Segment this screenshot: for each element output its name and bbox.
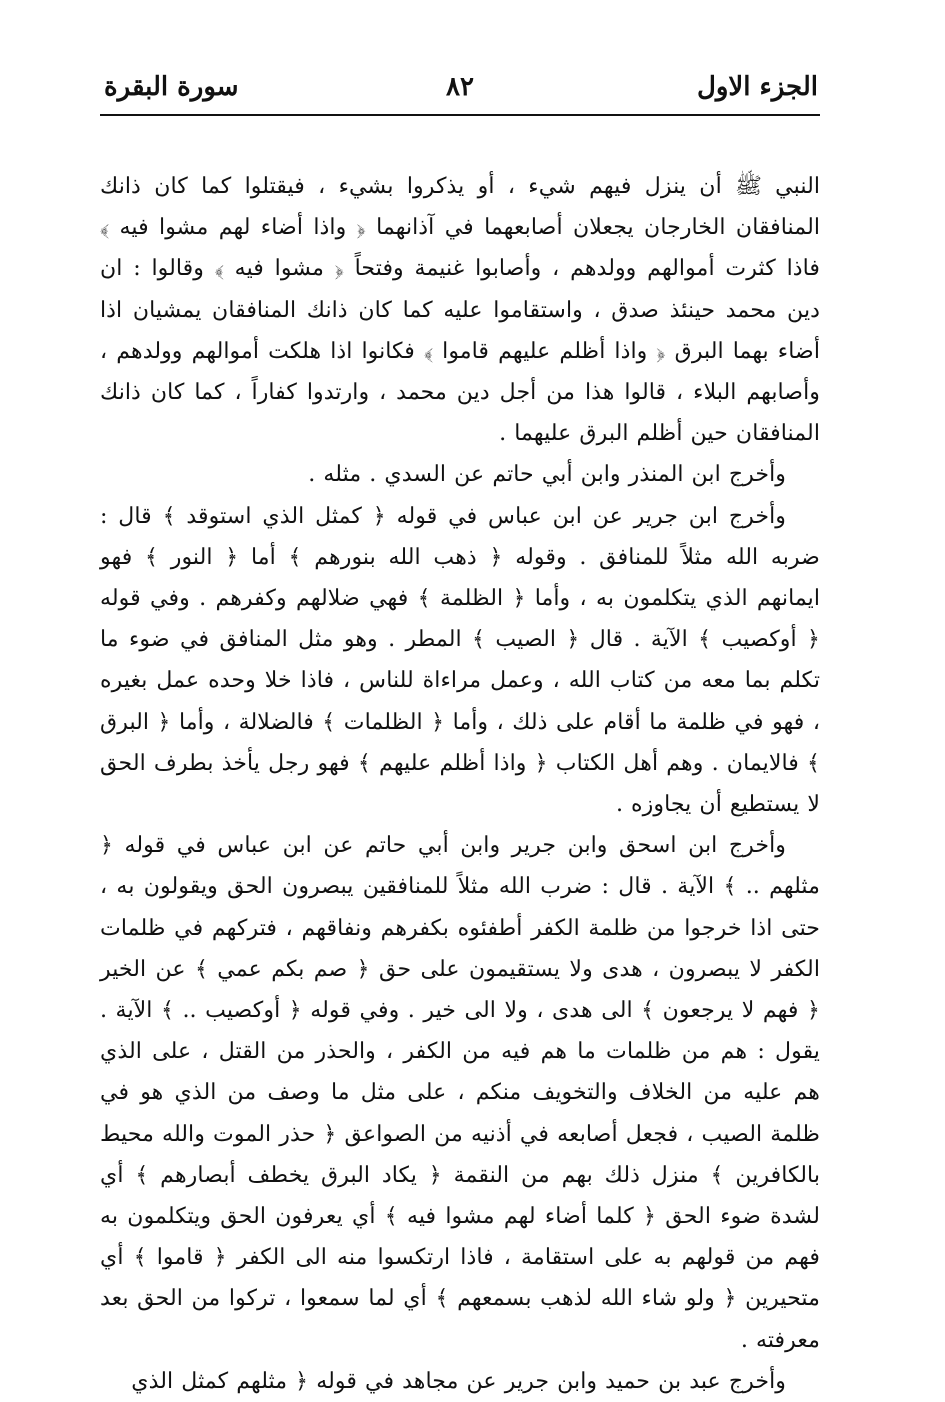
page-number: ٨٢	[446, 72, 474, 102]
page-header	[100, 64, 820, 116]
page-body	[100, 166, 820, 1402]
paragraph: وأخرج ابن المنذر وابن أبي حاتم عن السدي . مثله .	[308, 461, 786, 488]
paragraph: وأخرج عبد بن حميد وابن جرير عن مجاهد في قوله ﴿ مثلهم كمثل الذي	[131, 1367, 786, 1394]
paragraph: وأخرج ابن اسحق وابن جرير وابن أبي حاتم عن ابن عباس في قوله ﴿ مثلهم .. ﴾ الآية . قال : ضرب الله مثلاً للمنافقين يبصرون الحق ويقولون به ، حتى اذا خرجوا من ظلمة الكفر أطفئوه بكفرهم ونفاقهم ، فتركهم في ظلمات الكفر لا يبصرون ، هدى ولا يستقيمون على حق ﴿ صم بكم عمي ﴾ عن الخير ﴿ فهم لا يرجعون ﴾ الى هدى ، ولا الى خير . وفي قوله ﴿ أوكصيب .. ﴾ الآية . يقول : هم من ظلمات ما هم فيه من الكفر ، والحذر من القتل ، على الذي هم عليه من الخلاف والتخويف منكم ، على مثل ما وصف من الذي هو في ظلمة الصيب ، فجعل أصابعه في أذنيه من الصواعق ﴿ حذر الموت والله محيط بالكافرين ﴾ منزل ذلك بهم من النقمة ﴿ يكاد البرق يخطف أبصارهم ﴾ أي لشدة ضوء الحق ﴿ كلما أضاء لهم مشوا فيه ﴾ أي يعرفون الحق ويتكلمون به فهم من قولهم به على استقامة ، فاذا ارتكسوا منه الى الكفر ﴿ قاموا ﴾ أي متحيرين ﴿ ولو شاء الله لذهب بسمعهم ﴾ أي لما سمعوا ، تركوا من الحق بعد معرفته .	[100, 832, 820, 1353]
book-page	[100, 64, 820, 1394]
paragraph: النبي ﷺ أن ينزل فيهم شيء ، أو يذكروا بشيء ، فيقتلوا كما كان ذانك المنافقان الخارجان يجعلان أصابعهما في آذانهما ﴿ واذا أضاء لهم مشوا فيه ﴾ فاذا كثرت أموالهم وولدهم ، وأصابوا غنيمة وفتحاً ﴿ مشوا فيه ﴾ وقالوا : ان دين محمد حينئذ صدق ، واستقاموا عليه كما كان ذانك المنافقان يمشيان اذا أضاء بهما البرق ﴿ واذا أظلم عليهم قاموا ﴾ فكانوا اذا هلكت أموالهم وولدهم ، وأصابهم البلاء ، قالوا هذا من أجل دين محمد ، وارتدوا كفاراً ، كما كان ذانك المنافقان حين أظلم البرق عليهما .	[100, 173, 820, 447]
paragraph: وأخرج ابن جرير عن ابن عباس في قوله ﴿ كمثل الذي استوقد ﴾ قال : ضربه الله مثلاً للمنافق . وقوله ﴿ ذهب الله بنورهم ﴾ أما ﴿ النور ﴾ فهو ايمانهم الذي يتكلمون به ، وأما ﴿ الظلمة ﴾ فهي ضلالهم وكفرهم . وفي قوله ﴿ أوكصيب ﴾ الآية . قال ﴿ الصيب ﴾ المطر . وهو مثل المنافق في ضوء ما تكلم بما معه من كتاب الله ، وعمل مراءاة للناس ، فاذا خلا وحده عمل بغيره ، فهو في ظلمة ما أقام على ذلك ، وأما ﴿ الظلمات ﴾ فالضلالة ، وأما ﴿ البرق ﴾ فالايمان . وهم أهل الكتاب ﴿ واذا أظلم عليهم ﴾ فهو رجل يأخذ بطرف الحق لا يستطيع أن يجاوزه .	[100, 502, 820, 818]
surah-title: سورة البقرة	[104, 72, 239, 102]
volume-title: الجزء الاول	[696, 72, 818, 102]
